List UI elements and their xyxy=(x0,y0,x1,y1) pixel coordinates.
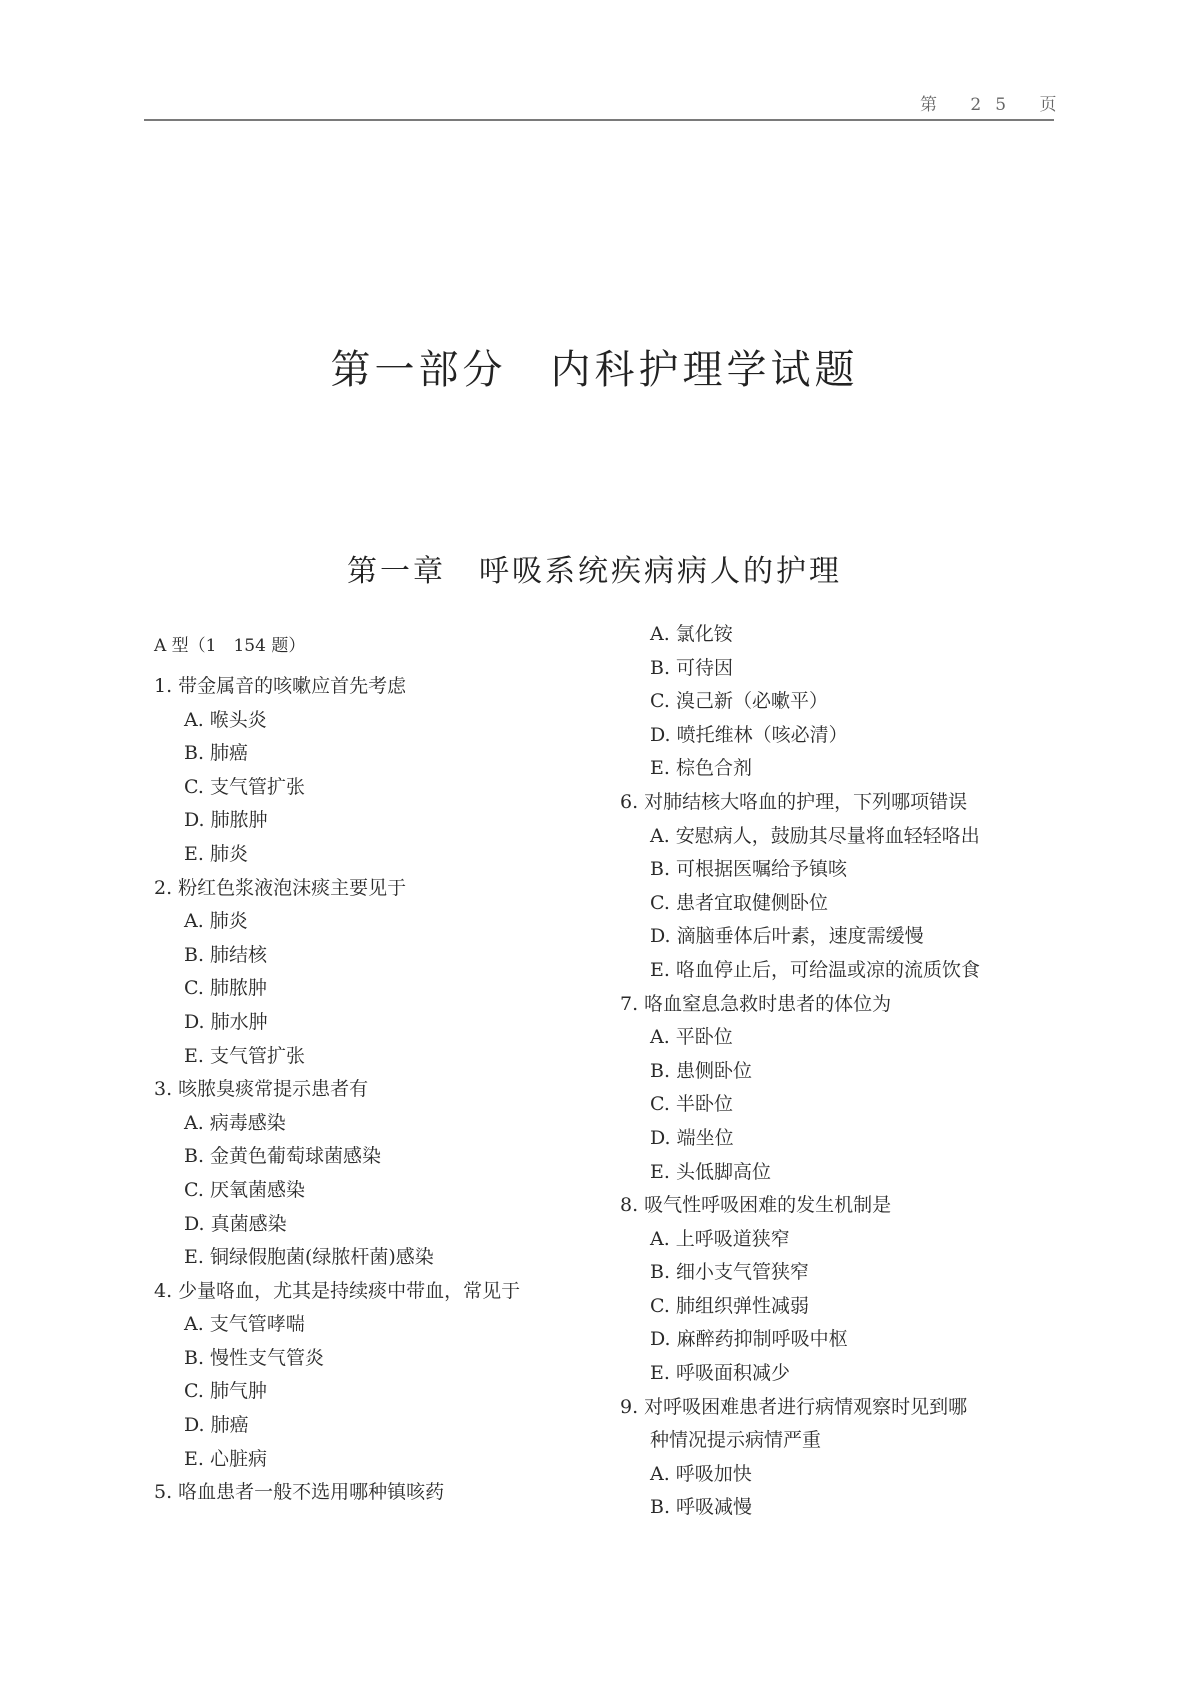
answer-option: C. 肺脓肿 xyxy=(184,977,267,1000)
answer-option: A. 病毒感染 xyxy=(184,1111,286,1134)
answer-option: A. 安慰病人，鼓励其尽量将血轻轻咯出 xyxy=(650,824,980,847)
answer-option: B. 金黄色葡萄球菌感染 xyxy=(184,1145,382,1168)
answer-option: B. 呼吸减慢 xyxy=(650,1496,753,1519)
answer-option: E. 心脏病 xyxy=(184,1447,267,1470)
answer-option: D. 肺癌 xyxy=(184,1414,249,1437)
answer-option: D. 滴脑垂体后叶素，速度需缓慢 xyxy=(650,925,924,948)
section-label: A 型（1 154 题） xyxy=(154,636,306,656)
question-stem: 4. 少量咯血，尤其是持续痰中带血，常见于 xyxy=(154,1279,521,1302)
answer-option: C. 支气管扩张 xyxy=(184,775,305,798)
page-number: 第 25 页 xyxy=(920,95,1071,115)
question-stem: 6. 对肺结核大咯血的护理，下列哪项错误 xyxy=(620,790,968,813)
answer-option: B. 可待因 xyxy=(650,656,734,679)
answer-option: C. 肺组织弹性减弱 xyxy=(650,1294,809,1317)
chapter-title: 第一章 呼吸系统疾病病人的护理 xyxy=(347,554,842,589)
answer-option: A. 上呼吸道狭窄 xyxy=(650,1227,790,1250)
left-column xyxy=(154,626,614,1510)
answer-option: C. 患者宜取健侧卧位 xyxy=(650,891,828,914)
question-stem: 8. 吸气性呼吸困难的发生机制是 xyxy=(620,1194,892,1217)
answer-option: A. 喉头炎 xyxy=(184,708,267,731)
question-stem: 1. 带金属音的咳嗽应首先考虑 xyxy=(154,675,407,697)
answer-option: D. 真菌感染 xyxy=(184,1212,287,1235)
answer-option: B. 肺癌 xyxy=(184,742,249,765)
question-stem: 5. 咯血患者一般不选用哪种镇咳药 xyxy=(154,1481,445,1504)
answer-option: A. 氯化铵 xyxy=(650,623,733,645)
question-stem: 7. 咯血窒息急救时患者的体位为 xyxy=(620,992,892,1015)
answer-option: D. 端坐位 xyxy=(650,1126,734,1149)
question-stem: 9. 对呼吸困难患者进行病情观察时见到哪 xyxy=(620,1395,968,1418)
answer-option: D. 麻醉药抑制呼吸中枢 xyxy=(650,1328,848,1351)
answer-option: E. 咯血停止后，可给温或凉的流质饮食 xyxy=(650,958,980,981)
part-title: 第一部分 内科护理学试题 xyxy=(330,347,859,393)
answer-option: C. 肺气肿 xyxy=(184,1380,267,1403)
question-stem: 2. 粉红色浆液泡沫痰主要见于 xyxy=(154,876,407,899)
answer-option: B. 可根据医嘱给予镇咳 xyxy=(650,858,848,881)
answer-option: A. 支气管哮喘 xyxy=(184,1313,305,1336)
answer-option: D. 肺脓肿 xyxy=(184,809,268,832)
answer-option: A. 肺炎 xyxy=(184,910,248,933)
answer-option: B. 肺结核 xyxy=(184,943,268,966)
answer-option: E. 呼吸面积减少 xyxy=(650,1362,790,1385)
answer-option: C. 溴己新（必嗽平） xyxy=(650,690,828,713)
answer-option: D. 喷托维林（咳必清） xyxy=(650,723,848,746)
answer-option: C. 半卧位 xyxy=(650,1093,733,1116)
answer-option: E. 肺炎 xyxy=(184,842,248,865)
answer-option: E. 头低脚高位 xyxy=(650,1160,771,1183)
answer-option: B. 细小支气管狭窄 xyxy=(650,1261,810,1284)
answer-option: B. 患侧卧位 xyxy=(650,1059,753,1082)
answer-option: C. 厌氧菌感染 xyxy=(184,1178,305,1201)
answer-option: E. 支气管扩张 xyxy=(184,1044,305,1067)
answer-option: B. 慢性支气管炎 xyxy=(184,1346,325,1369)
answer-option: D. 肺水肿 xyxy=(184,1010,268,1033)
right-column xyxy=(620,618,1080,1525)
question-stem-continued: 种情况提示病情严重 xyxy=(650,1429,822,1452)
answer-option: A. 呼吸加快 xyxy=(650,1462,752,1485)
question-stem: 3. 咳脓臭痰常提示患者有 xyxy=(154,1078,369,1101)
answer-option: A. 平卧位 xyxy=(650,1026,733,1049)
answer-option: E. 棕色合剂 xyxy=(650,757,752,780)
answer-option: E. 铜绿假胞菌(绿脓杆菌)感染 xyxy=(184,1246,434,1269)
header-rule xyxy=(144,119,1054,121)
